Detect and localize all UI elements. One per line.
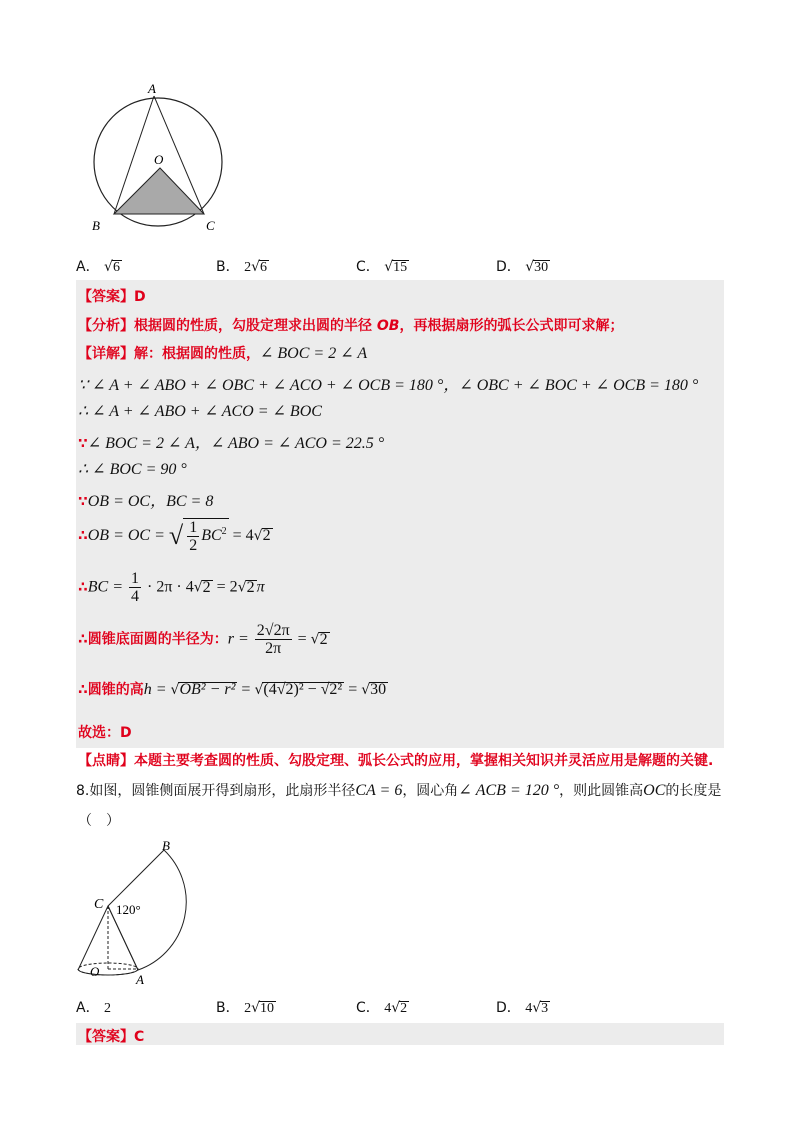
cone-base-front (78, 969, 138, 975)
label-c: C (94, 897, 104, 912)
q8-text-2: ，圆心角 (402, 783, 459, 799)
option-value: 2 (104, 1001, 112, 1016)
step-9: ∴圆锥的高h = √OB² − r² = √(4√2)² − √2² = √30 (78, 681, 387, 698)
option-d: D． √30 (496, 259, 549, 275)
answer-line (78, 286, 146, 306)
answer-line-2 (78, 1026, 144, 1046)
step-4: ∴ ∠ BOC = 90 ° (78, 461, 187, 478)
choose-line: 故选：D (78, 725, 132, 741)
q8-text-3: ，则此圆锥高 (559, 783, 644, 799)
option-letter: C． (356, 259, 380, 275)
q8-text-4: 的长度是 (665, 783, 722, 799)
option-letter: B． (216, 1000, 240, 1016)
step-6-radicand: 2 (262, 527, 271, 544)
option-value: 2 (400, 1001, 408, 1016)
step-9-radicand: OB² − r² (179, 681, 236, 698)
option-coef: 2 (244, 1001, 252, 1016)
option-letter: D． (496, 259, 521, 275)
frac-numerator: 1 (189, 519, 198, 536)
option-b: B． 2√6 (216, 259, 267, 275)
analysis-text-2: ，再根据扇形的弧长公式即可求解； (399, 318, 624, 334)
q8-option-b: B． 2√10 (216, 1000, 274, 1016)
step-9-label: ∴圆锥的高 (78, 682, 144, 698)
option-letter: A． (76, 1000, 100, 1016)
option-c: C． √15 (356, 259, 408, 275)
step-1: ∵ ∠ A + ∠ ABO + ∠ OBC + ∠ ACO + ∠ OCB = 180 °，∠ OBC + ∠ BOC + ∠ OCB = 180 ° (78, 377, 699, 394)
q8-option-d: D． 4√3 (496, 1000, 549, 1016)
option-a: A． √6 (76, 259, 120, 275)
label-a: A (136, 972, 144, 987)
because-symbol: ∵ (78, 436, 88, 452)
cone-left-edge (78, 906, 108, 970)
option-coef: 4 (384, 1001, 392, 1016)
step-6-rhs: = 4 (228, 527, 254, 544)
label-o: O (90, 964, 100, 979)
frac-numerator: 1 (131, 570, 139, 587)
solution-box-2 (76, 1023, 724, 1045)
detail-math: ∠ BOC = 2 ∠ A (260, 345, 368, 362)
step-2: ∴ ∠ A + ∠ ABO + ∠ ACO = ∠ BOC (78, 403, 322, 420)
question-8 (76, 780, 721, 800)
step-6-lhs: OB = OC = (87, 527, 169, 544)
detail-text: 解：根据圆的性质， (134, 346, 260, 362)
step-7-mid: · 2π · 4 (143, 578, 194, 596)
step-9-lhs: h = (143, 681, 171, 698)
label-c: C (206, 218, 215, 233)
analysis-line (78, 315, 623, 335)
step-7-radicand-2: 2 (246, 578, 255, 596)
option-value: 6 (112, 260, 120, 275)
step-6-bc: BC (201, 527, 222, 545)
note-tag: 【点睛】 (78, 753, 134, 769)
option-value: 10 (259, 1001, 274, 1016)
because-symbol: ∵ (78, 494, 88, 510)
note-line (78, 750, 713, 770)
answer-value: D (134, 289, 146, 305)
detail-tag: 【详解】 (78, 346, 134, 362)
therefore-symbol: ∴ (78, 528, 88, 544)
q8-oc: OC (643, 782, 666, 799)
detail-line (78, 343, 367, 363)
step-8-eq: = (293, 630, 311, 648)
step-9-radicand-2: (4√2)² − √2² (263, 681, 343, 698)
q8-ca: CA = 6 (355, 782, 403, 799)
frac-denominator: 2π (265, 640, 282, 657)
step-5-math: OB = OC，BC = 8 (87, 493, 214, 510)
label-a: A (148, 81, 156, 96)
step-7-rhs: = 2 (212, 578, 238, 596)
step-7-radicand: 2 (202, 578, 211, 596)
step-8: ∴圆锥底面圆的半径为：r = $\frac{2√2\pi}{2\pi}$ = √2 (78, 622, 328, 657)
q8-paren: （ ） (78, 813, 120, 829)
option-value: 3 (541, 1001, 549, 1016)
q8-option-c: C． 4√2 (356, 1000, 408, 1016)
option-value: 30 (534, 260, 549, 275)
frac-numerator: 2√2π (256, 622, 290, 639)
step-7-pi: π (256, 578, 265, 596)
label-angle: 120° (116, 902, 141, 917)
step-8-radicand: 2 (319, 630, 328, 648)
cone-sector-figure (74, 836, 214, 988)
analysis-ob: OB (376, 318, 400, 334)
label-b: B (162, 838, 170, 853)
q8-text: 8.如图，圆锥侧面展开得到扇形，此扇形半径 (76, 783, 356, 799)
analysis-tag: 【分析】 (78, 318, 134, 334)
answer-value: C (134, 1029, 145, 1045)
option-letter: B． (216, 259, 240, 275)
step-9-eq: = (237, 681, 255, 698)
step-8-label: ∴圆锥底面圆的半径为： (78, 631, 228, 648)
option-coef: 2 (244, 260, 252, 275)
circle-figure (84, 78, 229, 240)
option-letter: A． (76, 259, 100, 275)
step-3-math: ∠ BOC = 2 ∠ A，∠ ABO = ∠ ACO = 22.5 ° (87, 435, 385, 452)
step-3 (78, 430, 384, 453)
step-6-sup: 2 (221, 525, 227, 537)
step-7-lhs: BC = (87, 578, 127, 596)
option-value: 6 (259, 260, 267, 275)
option-letter: C． (356, 1000, 380, 1016)
therefore-symbol: ∴ (78, 579, 88, 596)
answer-tag: 【答案】 (78, 1029, 134, 1045)
step-6: ∴OB = OC = √ $\frac{1}{2}$ $BC^2 = 4√2$ (78, 519, 271, 554)
q8-angle: ∠ ACB = 120 ° (458, 782, 560, 799)
label-o: O (154, 152, 164, 167)
step-8-lhs: r = (227, 630, 253, 648)
note-text: 本题主要考查圆的性质、勾股定理、弧长公式的应用，掌握相关知识并灵活应用是解题的关键. (134, 753, 714, 769)
step-9-radicand-3: 30 (370, 681, 387, 698)
frac-denominator: 2 (189, 537, 198, 554)
step-7: ∴BC = $\frac{1}{4}$ · 2π · 4√2 = 2√2 π (78, 570, 265, 605)
option-letter: D． (496, 1000, 521, 1016)
option-value: 15 (393, 260, 408, 275)
option-coef: 4 (525, 1001, 533, 1016)
answer-tag: 【答案】 (78, 289, 134, 305)
step-9-eq-2: = (344, 681, 362, 698)
step-5 (78, 488, 213, 511)
frac-denominator: 4 (131, 588, 139, 605)
label-b: B (92, 218, 100, 233)
analysis-text: 根据圆的性质，勾股定理求出圆的半径 (134, 318, 377, 334)
q8-option-a (76, 997, 111, 1017)
